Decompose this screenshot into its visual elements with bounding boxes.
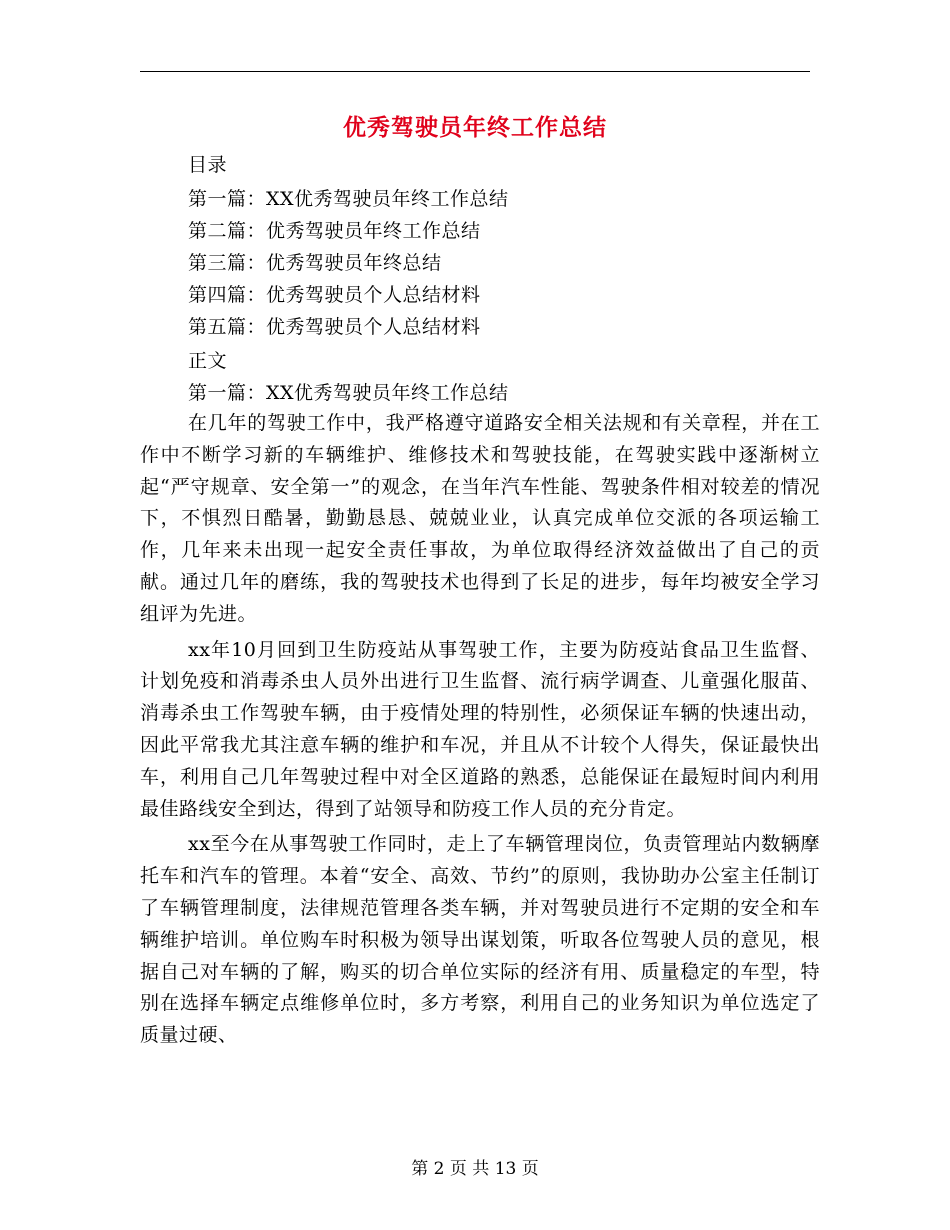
page-footer: 第 2 页 共 13 页 — [411, 1159, 539, 1179]
paragraph-3: xx至今在从事驾驶工作同时，走上了车辆管理岗位，负责管理站内数辆摩托车和汽车的管理。本着“安全、高效、节约”的原则，我协助办公室主任制订了车辆管理制度，法律规范管理各类车辆，并对驾驶员进行不定期的安全和车辆维护培训。单位购车时积极为领导出谋划策，听取各位驾驶人员的意见，根据自己对车辆的了解，购买的切合单位实际的经济有用、质量稳定的车型，特别在选择车辆定点维修单位时，多方考察，利用自己的业务知识为单位选定了质量过硬、 — [140, 833, 820, 1047]
body-heading: 正文 — [188, 350, 228, 372]
toc-item-5: 第五篇：优秀驾驶员个人总结材料 — [188, 316, 481, 338]
toc-heading: 目录 — [188, 154, 228, 176]
body-text — [140, 408, 820, 1052]
toc-item-3: 第三篇：优秀驾驶员年终总结 — [188, 252, 442, 274]
toc-item-2: 第二篇：优秀驾驶员年终工作总结 — [188, 220, 481, 242]
toc-item-1: 第一篇：XX优秀驾驶员年终工作总结 — [188, 188, 509, 210]
header-rule — [140, 71, 810, 72]
document-title: 优秀驾驶员年终工作总结 — [343, 114, 607, 141]
paragraph-2: xx年10月回到卫生防疫站从事驾驶工作，主要为防疫站食品卫生监督、计划免疫和消毒杀虫人员外出进行卫生监督、流行病学调查、儿童强化服苗、消毒杀虫工作驾驶车辆，由于疫情处理的特别性，必须保证车辆的快速出动，因此平常我尤其注意车辆的维护和车况，并且从不计较个人得失，保证最快出车，利用自己几年驾驶过程中对全区道路的熟悉，总能保证在最短时间内利用最佳路线安全到达，得到了站领导和防疫工作人员的充分肯定。 — [140, 638, 820, 820]
section-heading: 第一篇：XX优秀驾驶员年终工作总结 — [188, 382, 509, 404]
paragraph-1: 在几年的驾驶工作中，我严格遵守道路安全相关法规和有关章程，并在工作中不断学习新的车辆维护、维修技术和驾驶技能，在驾驶实践中逐渐树立起“严守规章、安全第一”的观念，在当年汽车性能、驾驶条件相对较差的情况下，不惧烈日酷暑，勤勤恳恳、兢兢业业，认真完成单位交派的各项运输工作，几年来未出现一起安全责任事故，为单位取得经济效益做出了自己的贡献。通过几年的磨练，我的驾驶技术也得到了长足的进步，每年均被安全学习组评为先进。 — [140, 412, 820, 625]
toc-item-4: 第四篇：优秀驾驶员个人总结材料 — [188, 284, 481, 306]
